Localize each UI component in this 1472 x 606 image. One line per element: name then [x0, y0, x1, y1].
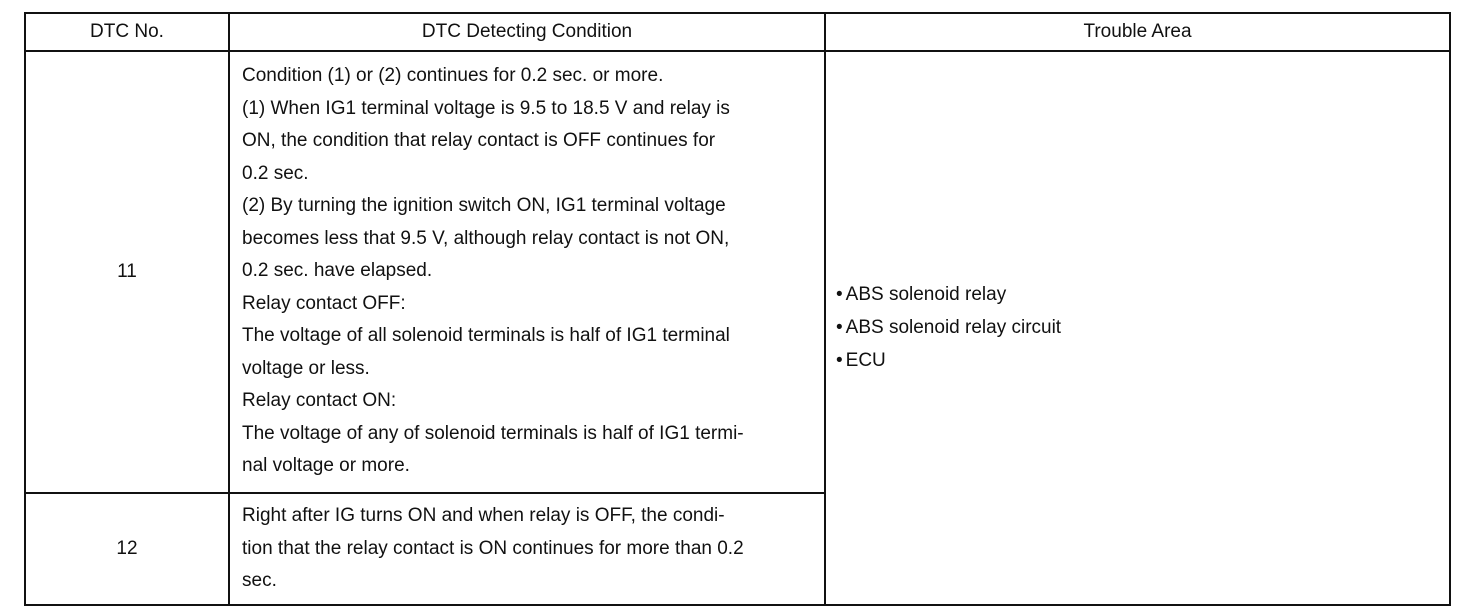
condition-line: sec.	[242, 570, 277, 591]
header-detecting-condition: DTC Detecting Condition	[229, 13, 825, 51]
condition-line: Right after IG turns ON and when relay is OFF, the condi-	[242, 505, 725, 526]
condition-line: (1) When IG1 terminal voltage is 9.5 to 18.5 V and relay is	[242, 97, 730, 119]
dtc-number-cell: 11	[25, 51, 229, 493]
condition-line: nal voltage or more.	[242, 455, 410, 476]
condition-line: ON, the condition that relay contact is OFF continues for	[242, 130, 716, 151]
condition-line: The voltage of all solenoid terminals is half of IG1 terminal	[242, 325, 730, 346]
condition-line: 0.2 sec.	[242, 162, 309, 184]
trouble-area-item: • ABS solenoid relay circuit	[836, 311, 1449, 344]
condition-line: Condition (1) or (2) continues for 0.2 sec. or more.	[242, 65, 664, 86]
condition-line: voltage or less.	[242, 357, 370, 379]
detecting-condition-cell	[229, 493, 825, 605]
header-dtc-no: DTC No.	[25, 13, 229, 51]
dtc-number-cell: 12	[25, 493, 229, 605]
table-row-dtc-11	[25, 51, 1450, 493]
condition-line: tion that the relay contact is ON continues for more than 0.2	[242, 537, 744, 559]
trouble-area-item: • ECU	[836, 344, 1449, 377]
header-row	[25, 13, 1450, 51]
condition-line: Relay contact OFF:	[242, 292, 406, 314]
condition-line: (2) By turning the ignition switch ON, IG1 terminal voltage	[242, 195, 726, 216]
trouble-area-cell	[825, 51, 1450, 605]
dtc-table	[24, 12, 1451, 606]
condition-line: The voltage of any of solenoid terminals is half of IG1 termi-	[242, 422, 744, 444]
header-trouble-area: Trouble Area	[825, 13, 1450, 51]
condition-line: becomes less that 9.5 V, although relay contact is not ON,	[242, 227, 730, 249]
condition-line: Relay contact ON:	[242, 390, 397, 411]
trouble-area-item: • ABS solenoid relay	[836, 278, 1449, 311]
detecting-condition-cell	[229, 51, 825, 493]
condition-line: 0.2 sec. have elapsed.	[242, 260, 433, 281]
trouble-area-list	[836, 278, 1449, 377]
